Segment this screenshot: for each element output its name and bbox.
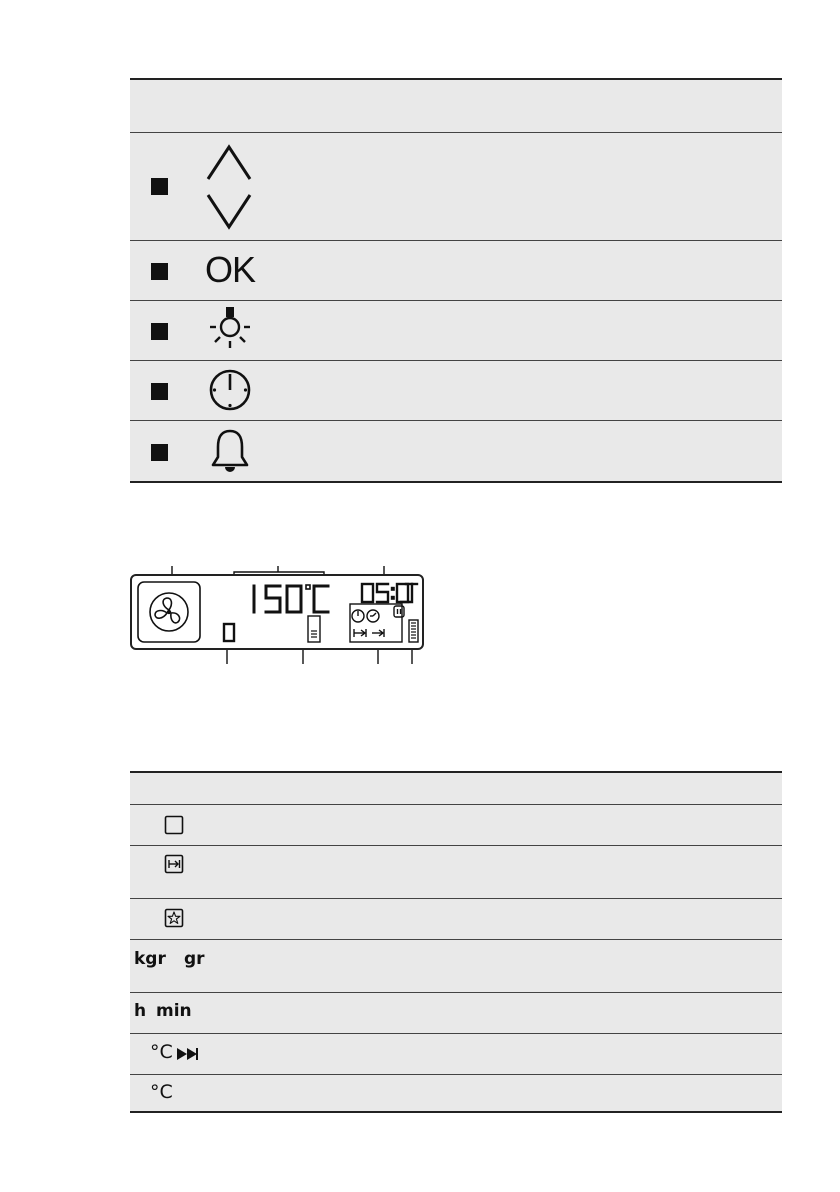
table-row bbox=[130, 1075, 782, 1112]
table-row bbox=[130, 241, 782, 300]
row-bullet bbox=[151, 444, 168, 461]
row-bullet bbox=[151, 178, 168, 195]
table-header-row bbox=[130, 80, 782, 132]
hour-label: h bbox=[134, 1001, 147, 1021]
heat-up-indicator bbox=[308, 616, 320, 642]
table-row bbox=[130, 899, 782, 939]
celsius-label: °C bbox=[150, 1041, 173, 1063]
celsius-icon: °C bbox=[150, 1081, 173, 1103]
table-row bbox=[130, 1034, 782, 1074]
table-bottom-rule bbox=[130, 481, 782, 483]
fan-icon bbox=[150, 593, 188, 631]
gr-label: gr bbox=[184, 949, 205, 969]
table-row bbox=[130, 421, 782, 482]
table-row bbox=[130, 301, 782, 360]
time-digits bbox=[362, 584, 417, 602]
table-header-row bbox=[130, 773, 782, 804]
ok-icon: OK bbox=[205, 249, 256, 290]
double-arrow-icon bbox=[176, 1047, 202, 1061]
table-row bbox=[130, 846, 782, 898]
bar-indicator-icon bbox=[409, 620, 418, 642]
square-icon bbox=[164, 815, 184, 835]
heat-level-digit bbox=[224, 624, 234, 641]
clock-icon bbox=[208, 366, 252, 414]
arrow-to-bar-icon bbox=[164, 854, 184, 874]
row-bullet bbox=[151, 263, 168, 280]
table-row bbox=[130, 940, 782, 992]
star-icon bbox=[164, 908, 184, 928]
table-bottom-rule bbox=[130, 1111, 782, 1113]
end-time-icon bbox=[354, 629, 384, 637]
table-row bbox=[130, 805, 782, 845]
lamp-icon bbox=[208, 305, 252, 353]
display-content bbox=[132, 576, 422, 648]
table-row bbox=[130, 361, 782, 420]
up-down-arrows-icon bbox=[204, 141, 254, 233]
table-row bbox=[130, 993, 782, 1033]
min-label: min bbox=[156, 1001, 192, 1021]
row-bullet bbox=[151, 383, 168, 400]
bell-icon bbox=[210, 427, 250, 477]
row-bullet bbox=[151, 323, 168, 340]
oven-display bbox=[130, 574, 424, 650]
table-row bbox=[130, 133, 782, 240]
kgr-label: kgr bbox=[134, 949, 166, 969]
temperature-digits bbox=[254, 585, 328, 612]
